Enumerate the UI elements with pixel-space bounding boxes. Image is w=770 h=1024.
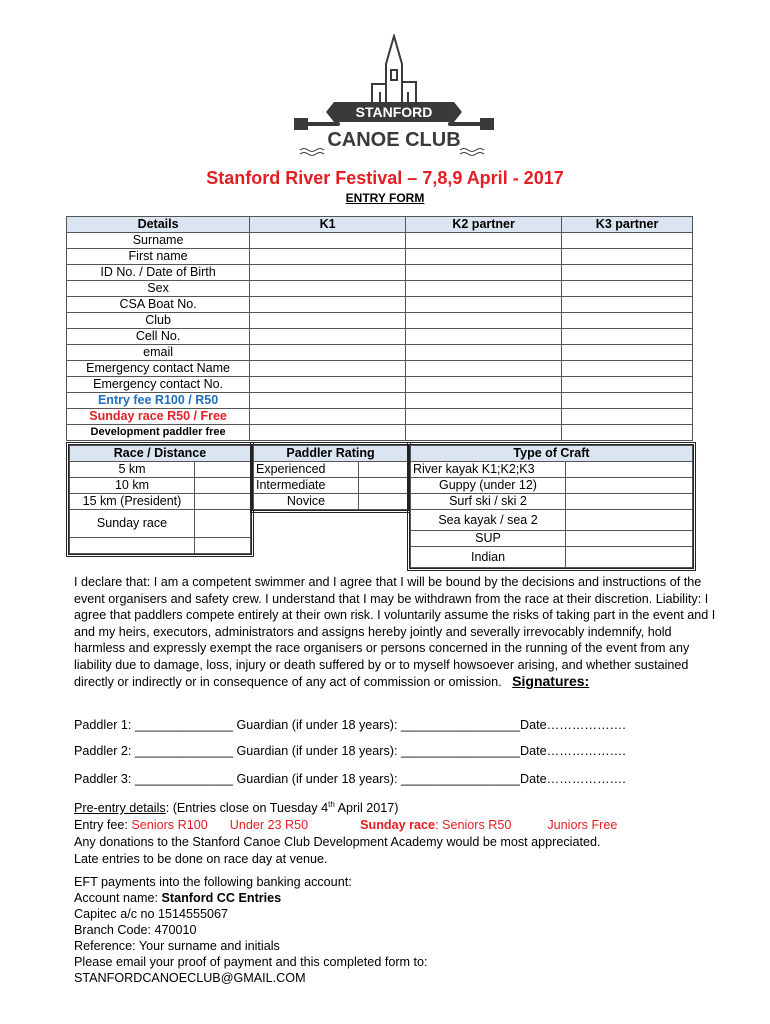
type-of-craft-table xyxy=(410,445,693,568)
email-note: Please email your proof of payment and this completed form to: xyxy=(74,955,428,969)
race-sunday-label: Sunday race xyxy=(70,510,195,538)
stanford-canoe-club-logo xyxy=(294,34,494,160)
k3-first-name-field[interactable] xyxy=(562,249,693,265)
race-sunday-checkbox[interactable] xyxy=(195,510,251,538)
type-of-craft-header: Type of Craft xyxy=(411,446,693,462)
contact-email[interactable]: STANFORDCANOECLUB@GMAIL.COM xyxy=(74,971,306,985)
k1-development-field[interactable] xyxy=(250,425,406,441)
race-10km-label: 10 km xyxy=(70,478,195,494)
pre-entry-close-sup: th xyxy=(328,800,335,809)
page-subtitle: ENTRY FORM xyxy=(345,191,425,205)
account-name-line xyxy=(74,890,428,906)
k2-cell-field[interactable] xyxy=(406,329,562,345)
craft-guppy-label: Guppy (under 12) xyxy=(411,478,566,494)
craft-indian-checkbox[interactable] xyxy=(566,547,693,568)
row-label-entry-fee: Entry fee R100 / R50 xyxy=(67,393,250,409)
signature-line-2[interactable]: Paddler 2: ______________ Guardian (if under 18 years): _________________Date………………. xyxy=(74,744,626,758)
donations-note: Any donations to the Stanford Canoe Club Development Academy would be most appreciated. xyxy=(74,835,601,850)
k2-sex-field[interactable] xyxy=(406,281,562,297)
row-label-development: Development paddler free xyxy=(67,425,250,441)
k1-csa-field[interactable] xyxy=(250,297,406,313)
k1-sex-field[interactable] xyxy=(250,281,406,297)
declaration-text: I declare that: I am a competent swimmer and I agree that I will be bound by the decisions and instructions of the event organisers and safety crew. I understand that I may be withdrawn from the race at their discretion. Liability: I agree that paddlers compete entirely at their own risk. I voluntarily assume the risks of taking part in the event and I and my heirs, executors, administrators and assigns hereby jointly and severally irrevocably indemnify, hold harmless and expressly exempt the race organisers or persons concerned in the running of the event from any liability due to damage, loss, injury or death suffered by or to myself howsoever arising, and whether sustained directly or indirectly or in consequence of any act of commission or omission. xyxy=(74,575,716,689)
header-k1: K1 xyxy=(250,217,406,233)
signature-line-1[interactable]: Paddler 1: ______________ Guardian (if under 18 years): _________________Date………………. xyxy=(74,718,626,732)
k3-development-field[interactable] xyxy=(562,425,693,441)
craft-surf-ski-checkbox[interactable] xyxy=(566,494,693,510)
capitec-account: Capitec a/c no 1514555067 xyxy=(74,907,229,921)
page-title: Stanford River Festival – 7,8,9 April - 2017 xyxy=(206,168,564,188)
race-distance-table xyxy=(69,445,251,554)
race-distance-header: Race / Distance xyxy=(70,446,251,462)
craft-indian-label: Indian xyxy=(411,547,566,568)
k3-sunday-field[interactable] xyxy=(562,409,693,425)
k1-emergency-name-field[interactable] xyxy=(250,361,406,377)
k1-club-field[interactable] xyxy=(250,313,406,329)
craft-river-kayak-label: River kayak K1;K2;K3 xyxy=(411,462,566,478)
signature-line-3[interactable]: Paddler 3: ______________ Guardian (if under 18 years): _________________Date………………. xyxy=(74,772,626,786)
row-label-emergency-name: Emergency contact Name xyxy=(67,361,250,377)
row-label-surname: Surname xyxy=(67,233,250,249)
row-label-email: email xyxy=(67,345,250,361)
row-label-club: Club xyxy=(67,313,250,329)
account-name-value: Stanford CC Entries xyxy=(161,891,282,905)
k3-cell-field[interactable] xyxy=(562,329,693,345)
late-entries-note: Late entries to be done on race day at venue. xyxy=(74,852,328,867)
row-label-sex: Sex xyxy=(67,281,250,297)
rating-experienced-label: Experienced xyxy=(254,462,359,478)
k3-email-field[interactable] xyxy=(562,345,693,361)
k2-csa-field[interactable] xyxy=(406,297,562,313)
k2-emergency-no-field[interactable] xyxy=(406,377,562,393)
row-label-sunday-race: Sunday race R50 / Free xyxy=(67,409,250,425)
k2-entry-fee-field[interactable] xyxy=(406,393,562,409)
k2-first-name-field[interactable] xyxy=(406,249,562,265)
craft-sea-kayak-checkbox[interactable] xyxy=(566,510,693,531)
header-details: Details xyxy=(67,217,250,233)
row-label-emergency-no: Emergency contact No. xyxy=(67,377,250,393)
eft-intro: EFT payments into the following banking account: xyxy=(74,875,352,889)
k1-cell-field[interactable] xyxy=(250,329,406,345)
fee-under23: Under 23 R50 xyxy=(229,818,309,833)
k1-sunday-field[interactable] xyxy=(250,409,406,425)
race-distance-box xyxy=(66,442,254,557)
k2-development-field[interactable] xyxy=(406,425,562,441)
row-label-cell: Cell No. xyxy=(67,329,250,345)
row-label-csa-boat: CSA Boat No. xyxy=(67,297,250,313)
fee-sunday-seniors: : Seniors R50 xyxy=(435,818,512,833)
k1-id-field[interactable] xyxy=(250,265,406,281)
k1-email-field[interactable] xyxy=(250,345,406,361)
row-label-first-name: First name xyxy=(67,249,250,265)
craft-surf-ski-label: Surf ski / ski 2 xyxy=(411,494,566,510)
entry-details-table xyxy=(66,216,693,441)
k1-entry-fee-field[interactable] xyxy=(250,393,406,409)
fee-seniors: Seniors R100 xyxy=(131,818,208,833)
row-label-id: ID No. / Date of Birth xyxy=(67,265,250,281)
k3-entry-fee-field[interactable] xyxy=(562,393,693,409)
pre-entry-close-b: April 2017) xyxy=(334,801,399,816)
k2-emergency-name-field[interactable] xyxy=(406,361,562,377)
craft-sup-checkbox[interactable] xyxy=(566,531,693,547)
k3-sex-field[interactable] xyxy=(562,281,693,297)
race-10km-checkbox[interactable] xyxy=(195,478,251,494)
signatures-label: Signatures: xyxy=(512,673,590,689)
pre-entry-label: Pre-entry details xyxy=(74,801,166,816)
pre-entry-close-a: : (Entries close on Tuesday 4 xyxy=(165,801,329,816)
paddler-rating-header: Paddler Rating xyxy=(254,446,408,462)
race-5km-checkbox[interactable] xyxy=(195,462,251,478)
k2-sunday-field[interactable] xyxy=(406,409,562,425)
k1-first-name-field[interactable] xyxy=(250,249,406,265)
k3-emergency-no-field[interactable] xyxy=(562,377,693,393)
fee-juniors: Juniors Free xyxy=(547,818,618,833)
svg-text:STANFORD: STANFORD xyxy=(355,104,433,120)
paddler-rating-table xyxy=(253,445,408,510)
entry-fee-label: Entry fee: xyxy=(74,818,132,833)
rating-novice-checkbox[interactable] xyxy=(359,494,408,510)
svg-text:CANOE CLUB: CANOE CLUB xyxy=(327,129,461,151)
rating-experienced-checkbox[interactable] xyxy=(359,462,408,478)
branch-code: Branch Code: 470010 xyxy=(74,923,197,937)
race-extra-checkbox[interactable] xyxy=(195,538,251,554)
k3-surname-field[interactable] xyxy=(562,233,693,249)
k2-id-field[interactable] xyxy=(406,265,562,281)
banking-block xyxy=(74,874,428,986)
race-5km-label: 5 km xyxy=(70,462,195,478)
race-15km-checkbox[interactable] xyxy=(195,494,251,510)
k3-id-field[interactable] xyxy=(562,265,693,281)
k2-email-field[interactable] xyxy=(406,345,562,361)
entry-fee-line xyxy=(74,817,724,834)
craft-river-kayak-checkbox[interactable] xyxy=(566,462,693,478)
pre-entry-close-line xyxy=(74,796,724,817)
craft-guppy-checkbox[interactable] xyxy=(566,478,693,494)
header-k2: K2 partner xyxy=(406,217,562,233)
paddler-rating-box xyxy=(250,442,411,513)
race-extra-label xyxy=(70,538,195,554)
craft-sea-kayak-label: Sea kayak / sea 2 xyxy=(411,510,566,531)
craft-sup-label: SUP xyxy=(411,531,566,547)
rating-intermediate-checkbox[interactable] xyxy=(359,478,408,494)
k3-csa-field[interactable] xyxy=(562,297,693,313)
pre-entry-block xyxy=(74,796,724,868)
reference-note: Reference: Your surname and initials xyxy=(74,939,280,953)
rating-novice-label: Novice xyxy=(254,494,359,510)
declaration-block xyxy=(74,574,724,691)
k1-emergency-no-field[interactable] xyxy=(250,377,406,393)
fee-sunday-label: Sunday race xyxy=(360,818,436,833)
k3-emergency-name-field[interactable] xyxy=(562,361,693,377)
account-name-label: Account name: xyxy=(74,891,162,905)
k2-surname-field[interactable] xyxy=(406,233,562,249)
rating-intermediate-label: Intermediate xyxy=(254,478,359,494)
header-k3: K3 partner xyxy=(562,217,693,233)
type-of-craft-box xyxy=(407,442,696,571)
race-15km-label: 15 km (President) xyxy=(70,494,195,510)
k1-surname-field[interactable] xyxy=(250,233,406,249)
k3-club-field[interactable] xyxy=(562,313,693,329)
k2-club-field[interactable] xyxy=(406,313,562,329)
